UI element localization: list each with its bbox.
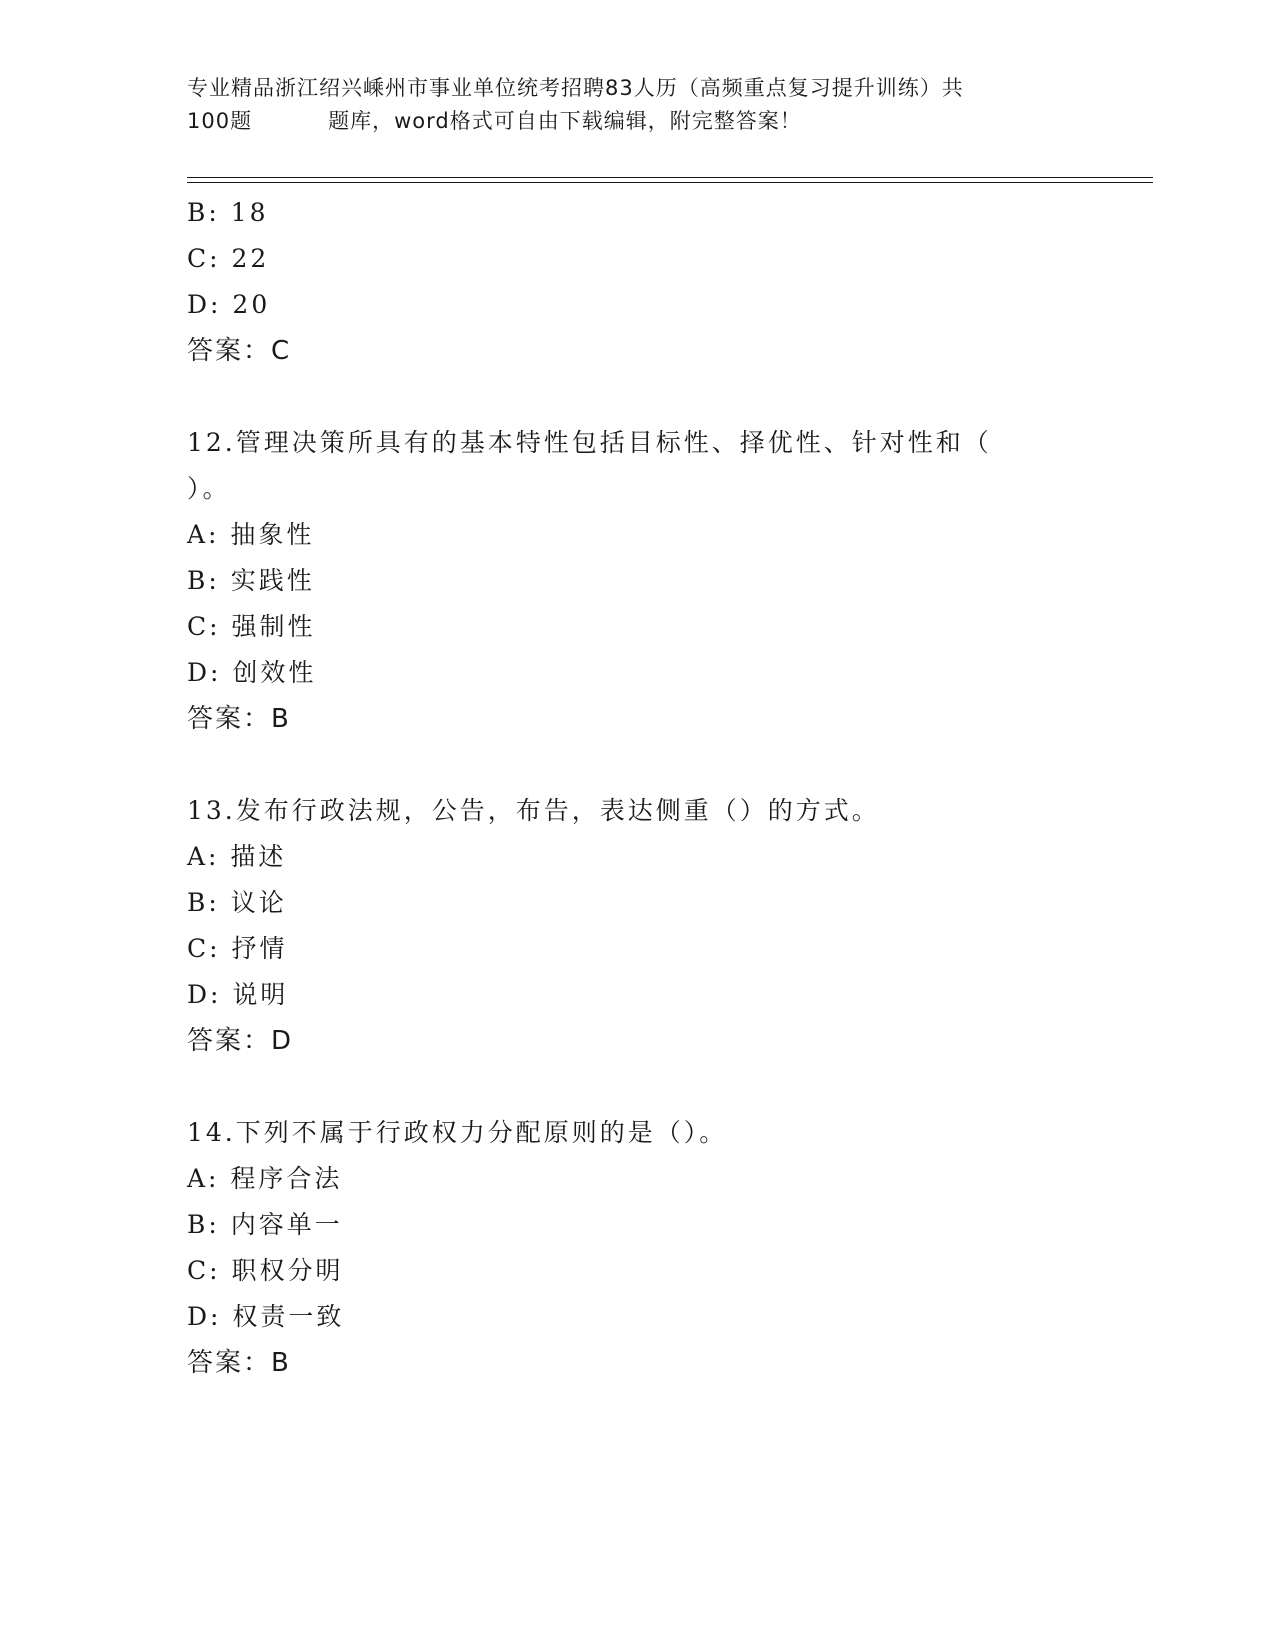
option-c: C: 强制性 xyxy=(187,612,316,641)
option-c: C: 22 xyxy=(187,244,270,273)
option-a: A: 描述 xyxy=(187,842,287,871)
option-c: C: 职权分明 xyxy=(187,1256,344,1285)
question-stem: 12.管理决策所具有的基本特性包括目标性、择优性、针对性和（ xyxy=(187,428,992,457)
header-divider-bottom xyxy=(187,182,1153,183)
question-stem: 14.下列不属于行政权力分配原则的是（）。 xyxy=(187,1118,728,1147)
question-13 xyxy=(187,788,1147,1064)
answer-label: 答案：B xyxy=(187,704,291,734)
spacer xyxy=(187,742,1147,788)
option-b: B: 实践性 xyxy=(187,566,315,595)
option-a: A: 抽象性 xyxy=(187,520,315,549)
question-11-tail xyxy=(187,190,1147,374)
header-description: 题库，word格式可自由下载编辑，附完整答案！ xyxy=(328,109,802,133)
option-b: B: 内容单一 xyxy=(187,1210,343,1239)
header-divider-top xyxy=(187,177,1153,178)
answer-label: 答案：D xyxy=(187,1026,294,1056)
option-b: B: 18 xyxy=(187,198,269,227)
option-d: D: 20 xyxy=(187,290,271,319)
question-14 xyxy=(187,1110,1147,1386)
question-content xyxy=(187,190,1147,1386)
header-title-line1: 专业精品浙江绍兴嵊州市事业单位统考招聘83人历（高频重点复习提升训练）共 xyxy=(187,76,964,100)
answer-label: 答案：B xyxy=(187,1348,291,1378)
question-stem: 13.发布行政法规，公告，布告，表达侧重（）的方式。 xyxy=(187,796,880,825)
answer-label: 答案：C xyxy=(187,336,292,366)
header-title-line2 xyxy=(187,105,1087,138)
header-question-count: 100题 xyxy=(187,109,253,133)
option-d: D: 说明 xyxy=(187,980,289,1009)
question-stem-continued: ）。 xyxy=(187,474,231,503)
option-c: C: 抒情 xyxy=(187,934,288,963)
option-d: D: 权责一致 xyxy=(187,1302,345,1331)
option-a: A: 程序合法 xyxy=(187,1164,343,1193)
option-d: D: 创效性 xyxy=(187,658,317,687)
document-header xyxy=(187,72,1087,138)
spacer xyxy=(187,374,1147,420)
option-b: B: 议论 xyxy=(187,888,287,917)
spacer xyxy=(187,1064,1147,1110)
question-12 xyxy=(187,420,1147,742)
